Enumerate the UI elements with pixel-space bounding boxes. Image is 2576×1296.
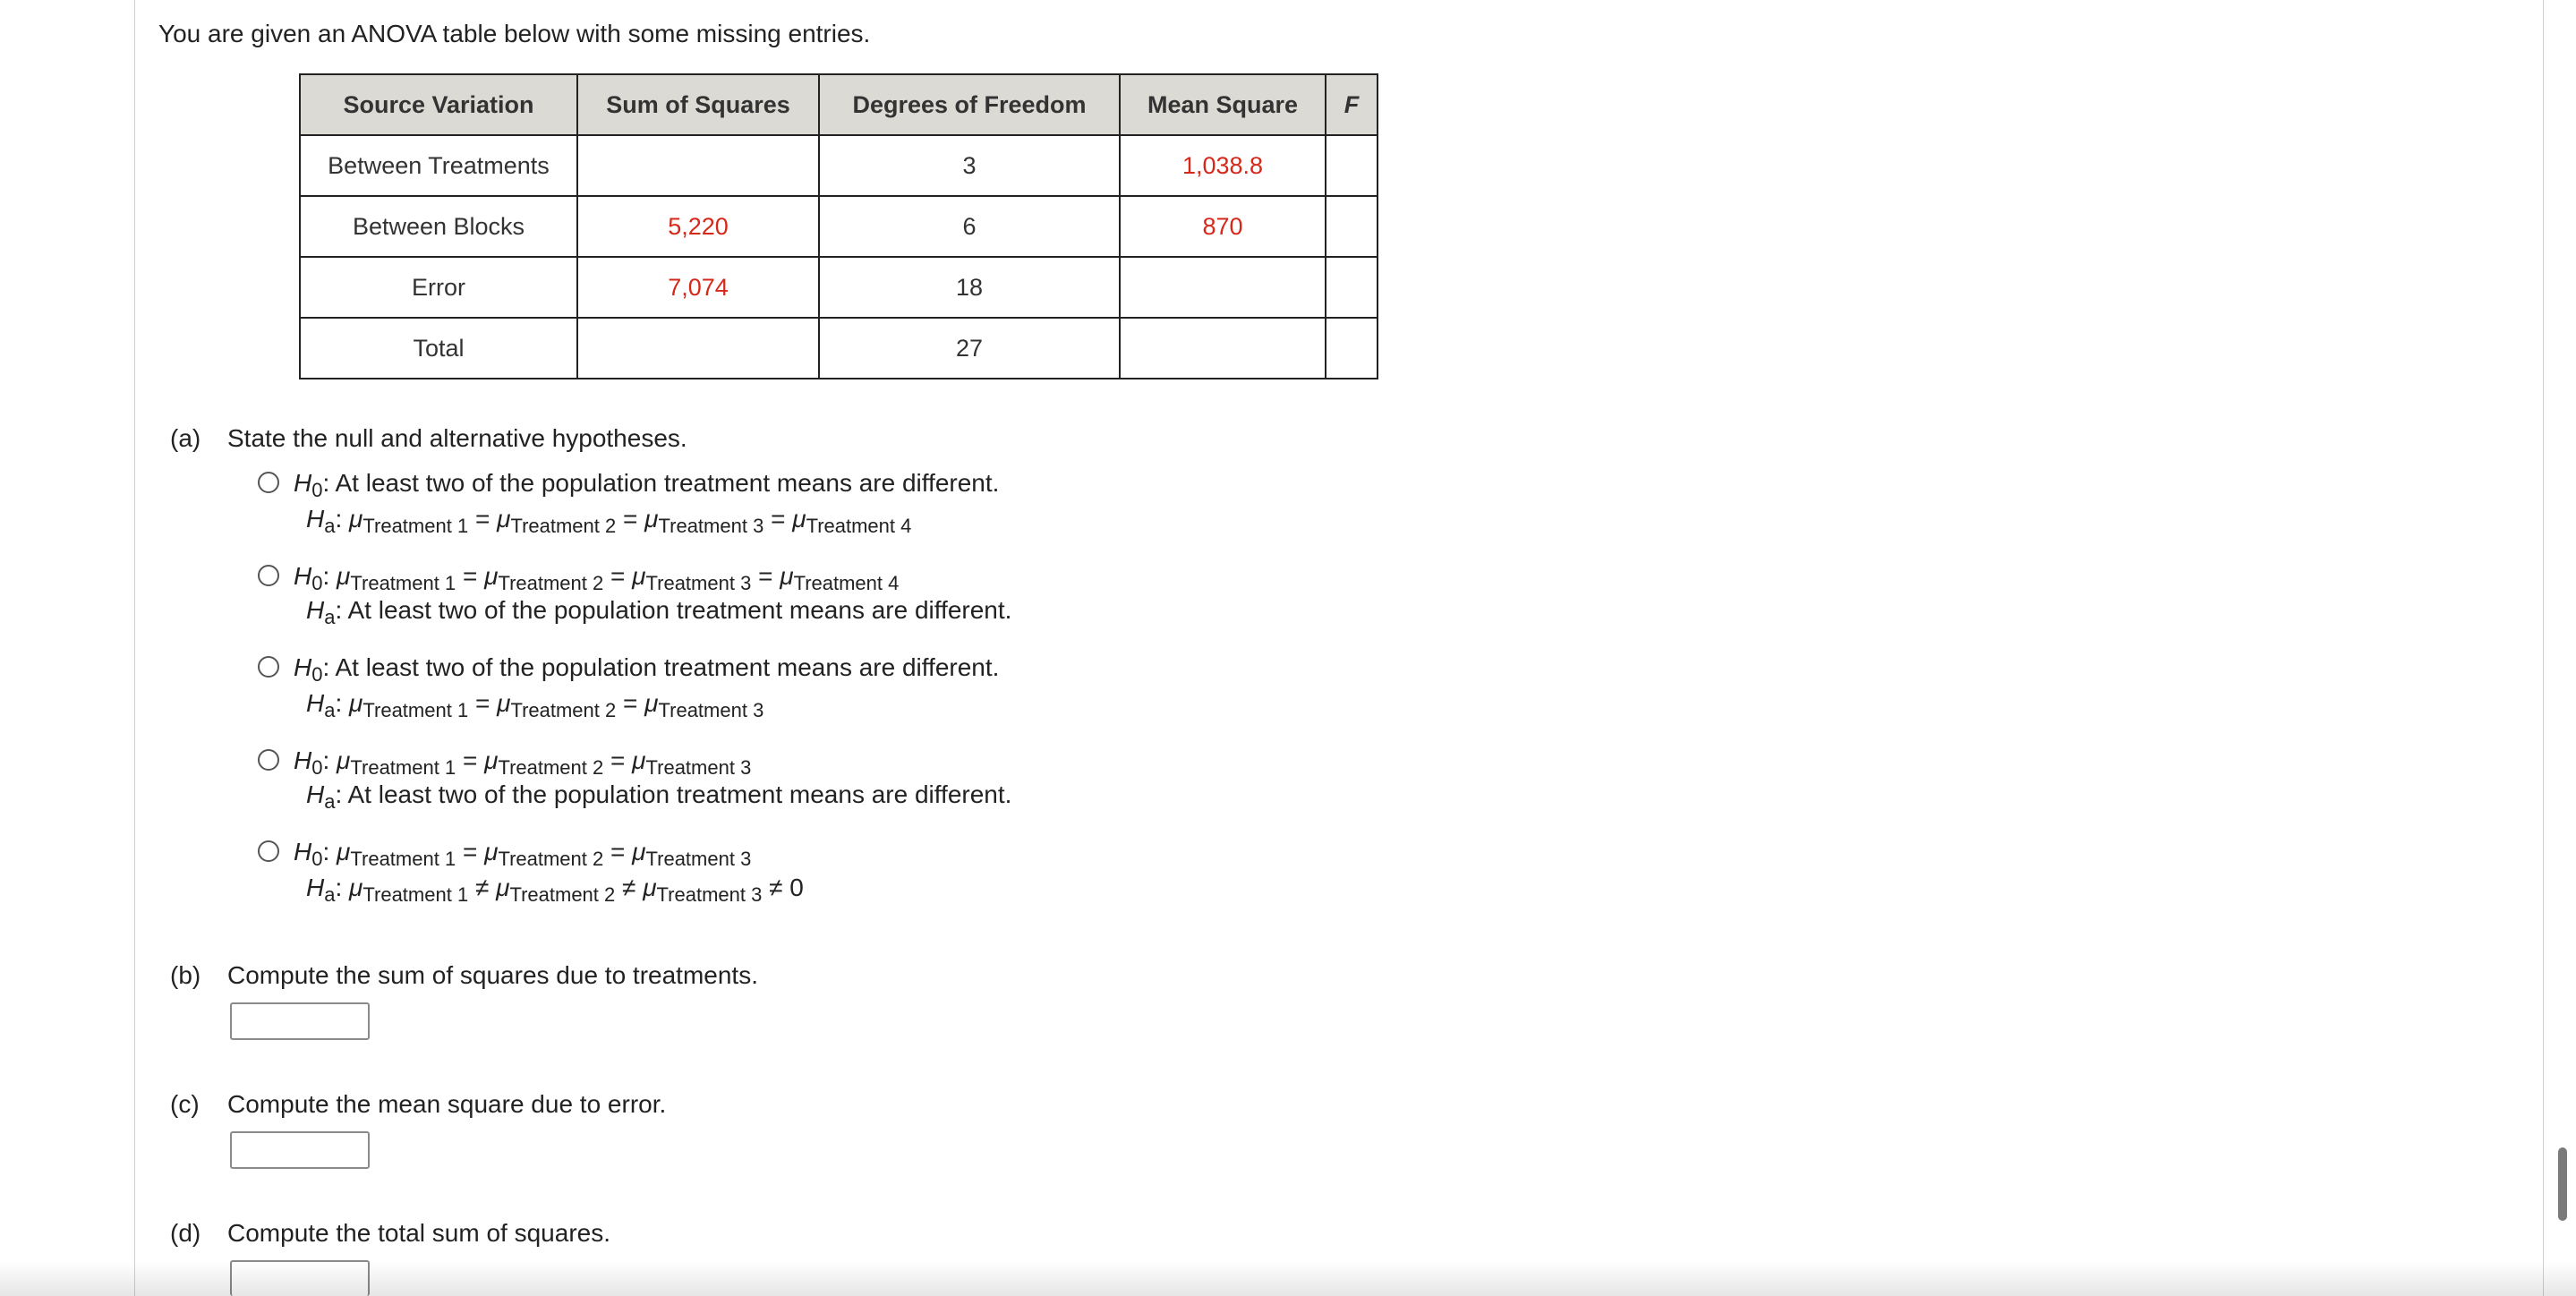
table-header-row bbox=[300, 74, 1378, 135]
cell-f bbox=[1326, 196, 1378, 257]
cell-source: Between Treatments bbox=[300, 135, 577, 196]
cell-df: 27 bbox=[819, 318, 1120, 379]
cell-f bbox=[1326, 135, 1378, 196]
part-b-label: (b) bbox=[170, 961, 201, 989]
part-b-text: Compute the sum of squares due to treatments. bbox=[227, 961, 758, 989]
part-a-text: State the null and alternative hypotheses. bbox=[227, 424, 687, 452]
cell-source: Between Blocks bbox=[300, 196, 577, 257]
part-a-label: (a) bbox=[170, 424, 201, 452]
option-4-null: $H_0$: $\mu_{Treatment 1} = \mu_{Treatment 2} = \mu_{Treatment 3}$ bbox=[294, 746, 752, 779]
option-5-null: $H_0$: $\mu_{Treatment 1} = \mu_{Treatment 2} = \mu_{Treatment 3}$ bbox=[294, 838, 752, 870]
cell-f bbox=[1326, 318, 1378, 379]
option-4-alt: $H_a$: At least two of the population treatment means are different. bbox=[306, 780, 1012, 813]
cell-ms: 870 bbox=[1120, 196, 1326, 257]
part-a-prompt bbox=[170, 424, 687, 453]
table-row bbox=[300, 135, 1378, 196]
option-1-alt: $H_a$: $\mu_{Treatment 1} = \mu_{Treatment 2} = \mu_{Treatment 3} = \mu_{Treatment 4}$ bbox=[306, 505, 912, 537]
cell-ss bbox=[577, 135, 819, 196]
option-3-null: $H_0$: At least two of the population treatment means are different. bbox=[294, 653, 1000, 686]
radio-option-5[interactable] bbox=[258, 840, 279, 862]
radio-option-4[interactable] bbox=[258, 749, 279, 771]
cell-ms: 1,038.8 bbox=[1120, 135, 1326, 196]
cell-df: 6 bbox=[819, 196, 1120, 257]
cell-df: 18 bbox=[819, 257, 1120, 318]
answer-c-input[interactable] bbox=[230, 1131, 370, 1169]
scrollbar-thumb[interactable] bbox=[2558, 1147, 2567, 1221]
header-f: F bbox=[1326, 74, 1378, 135]
cell-df: 3 bbox=[819, 135, 1120, 196]
option-1-null: $H_0$: At least two of the population treatment means are different. bbox=[294, 469, 1000, 501]
option-3-alt: $H_a$: $\mu_{Treatment 1} = \mu_{Treatment 2} = \mu_{Treatment 3}$ bbox=[306, 689, 764, 721]
part-c-text: Compute the mean square due to error. bbox=[227, 1090, 667, 1118]
cell-ss: 7,074 bbox=[577, 257, 819, 318]
table-row bbox=[300, 257, 1378, 318]
header-ms: Mean Square bbox=[1120, 74, 1326, 135]
table-row bbox=[300, 196, 1378, 257]
option-2-null: $H_0$: $\mu_{Treatment 1} = \mu_{Treatment 2} = \mu_{Treatment 3} = \mu_{Treatment 4}$ bbox=[294, 562, 900, 594]
part-c-label: (c) bbox=[170, 1090, 200, 1118]
part-b-prompt bbox=[170, 961, 758, 990]
option-5-alt: $H_a$: $\mu_{Treatment 1} \ne \mu_{Treatment 2} \ne \mu_{Treatment 3} \ne 0$ bbox=[306, 874, 804, 906]
bottom-shadow bbox=[0, 1262, 2576, 1296]
cell-source: Error bbox=[300, 257, 577, 318]
anova-table bbox=[299, 73, 1378, 379]
option-2-alt: $H_a$: At least two of the population treatment means are different. bbox=[306, 596, 1012, 628]
cell-ms bbox=[1120, 318, 1326, 379]
cell-ss bbox=[577, 318, 819, 379]
part-d-prompt bbox=[170, 1219, 610, 1248]
table-row bbox=[300, 318, 1378, 379]
cell-f bbox=[1326, 257, 1378, 318]
part-d-label: (d) bbox=[170, 1219, 201, 1247]
header-source: Source Variation bbox=[300, 74, 577, 135]
radio-option-2[interactable] bbox=[258, 565, 279, 586]
cell-ss: 5,220 bbox=[577, 196, 819, 257]
part-d-text: Compute the total sum of squares. bbox=[227, 1219, 610, 1247]
answer-b-input[interactable] bbox=[230, 1002, 370, 1040]
radio-option-1[interactable] bbox=[258, 472, 279, 493]
part-c-prompt bbox=[170, 1090, 666, 1119]
header-df: Degrees of Freedom bbox=[819, 74, 1120, 135]
header-ss: Sum of Squares bbox=[577, 74, 819, 135]
cell-ms bbox=[1120, 257, 1326, 318]
intro-text: You are given an ANOVA table below with some missing entries. bbox=[158, 20, 871, 47]
radio-option-3[interactable] bbox=[258, 656, 279, 678]
cell-source: Total bbox=[300, 318, 577, 379]
